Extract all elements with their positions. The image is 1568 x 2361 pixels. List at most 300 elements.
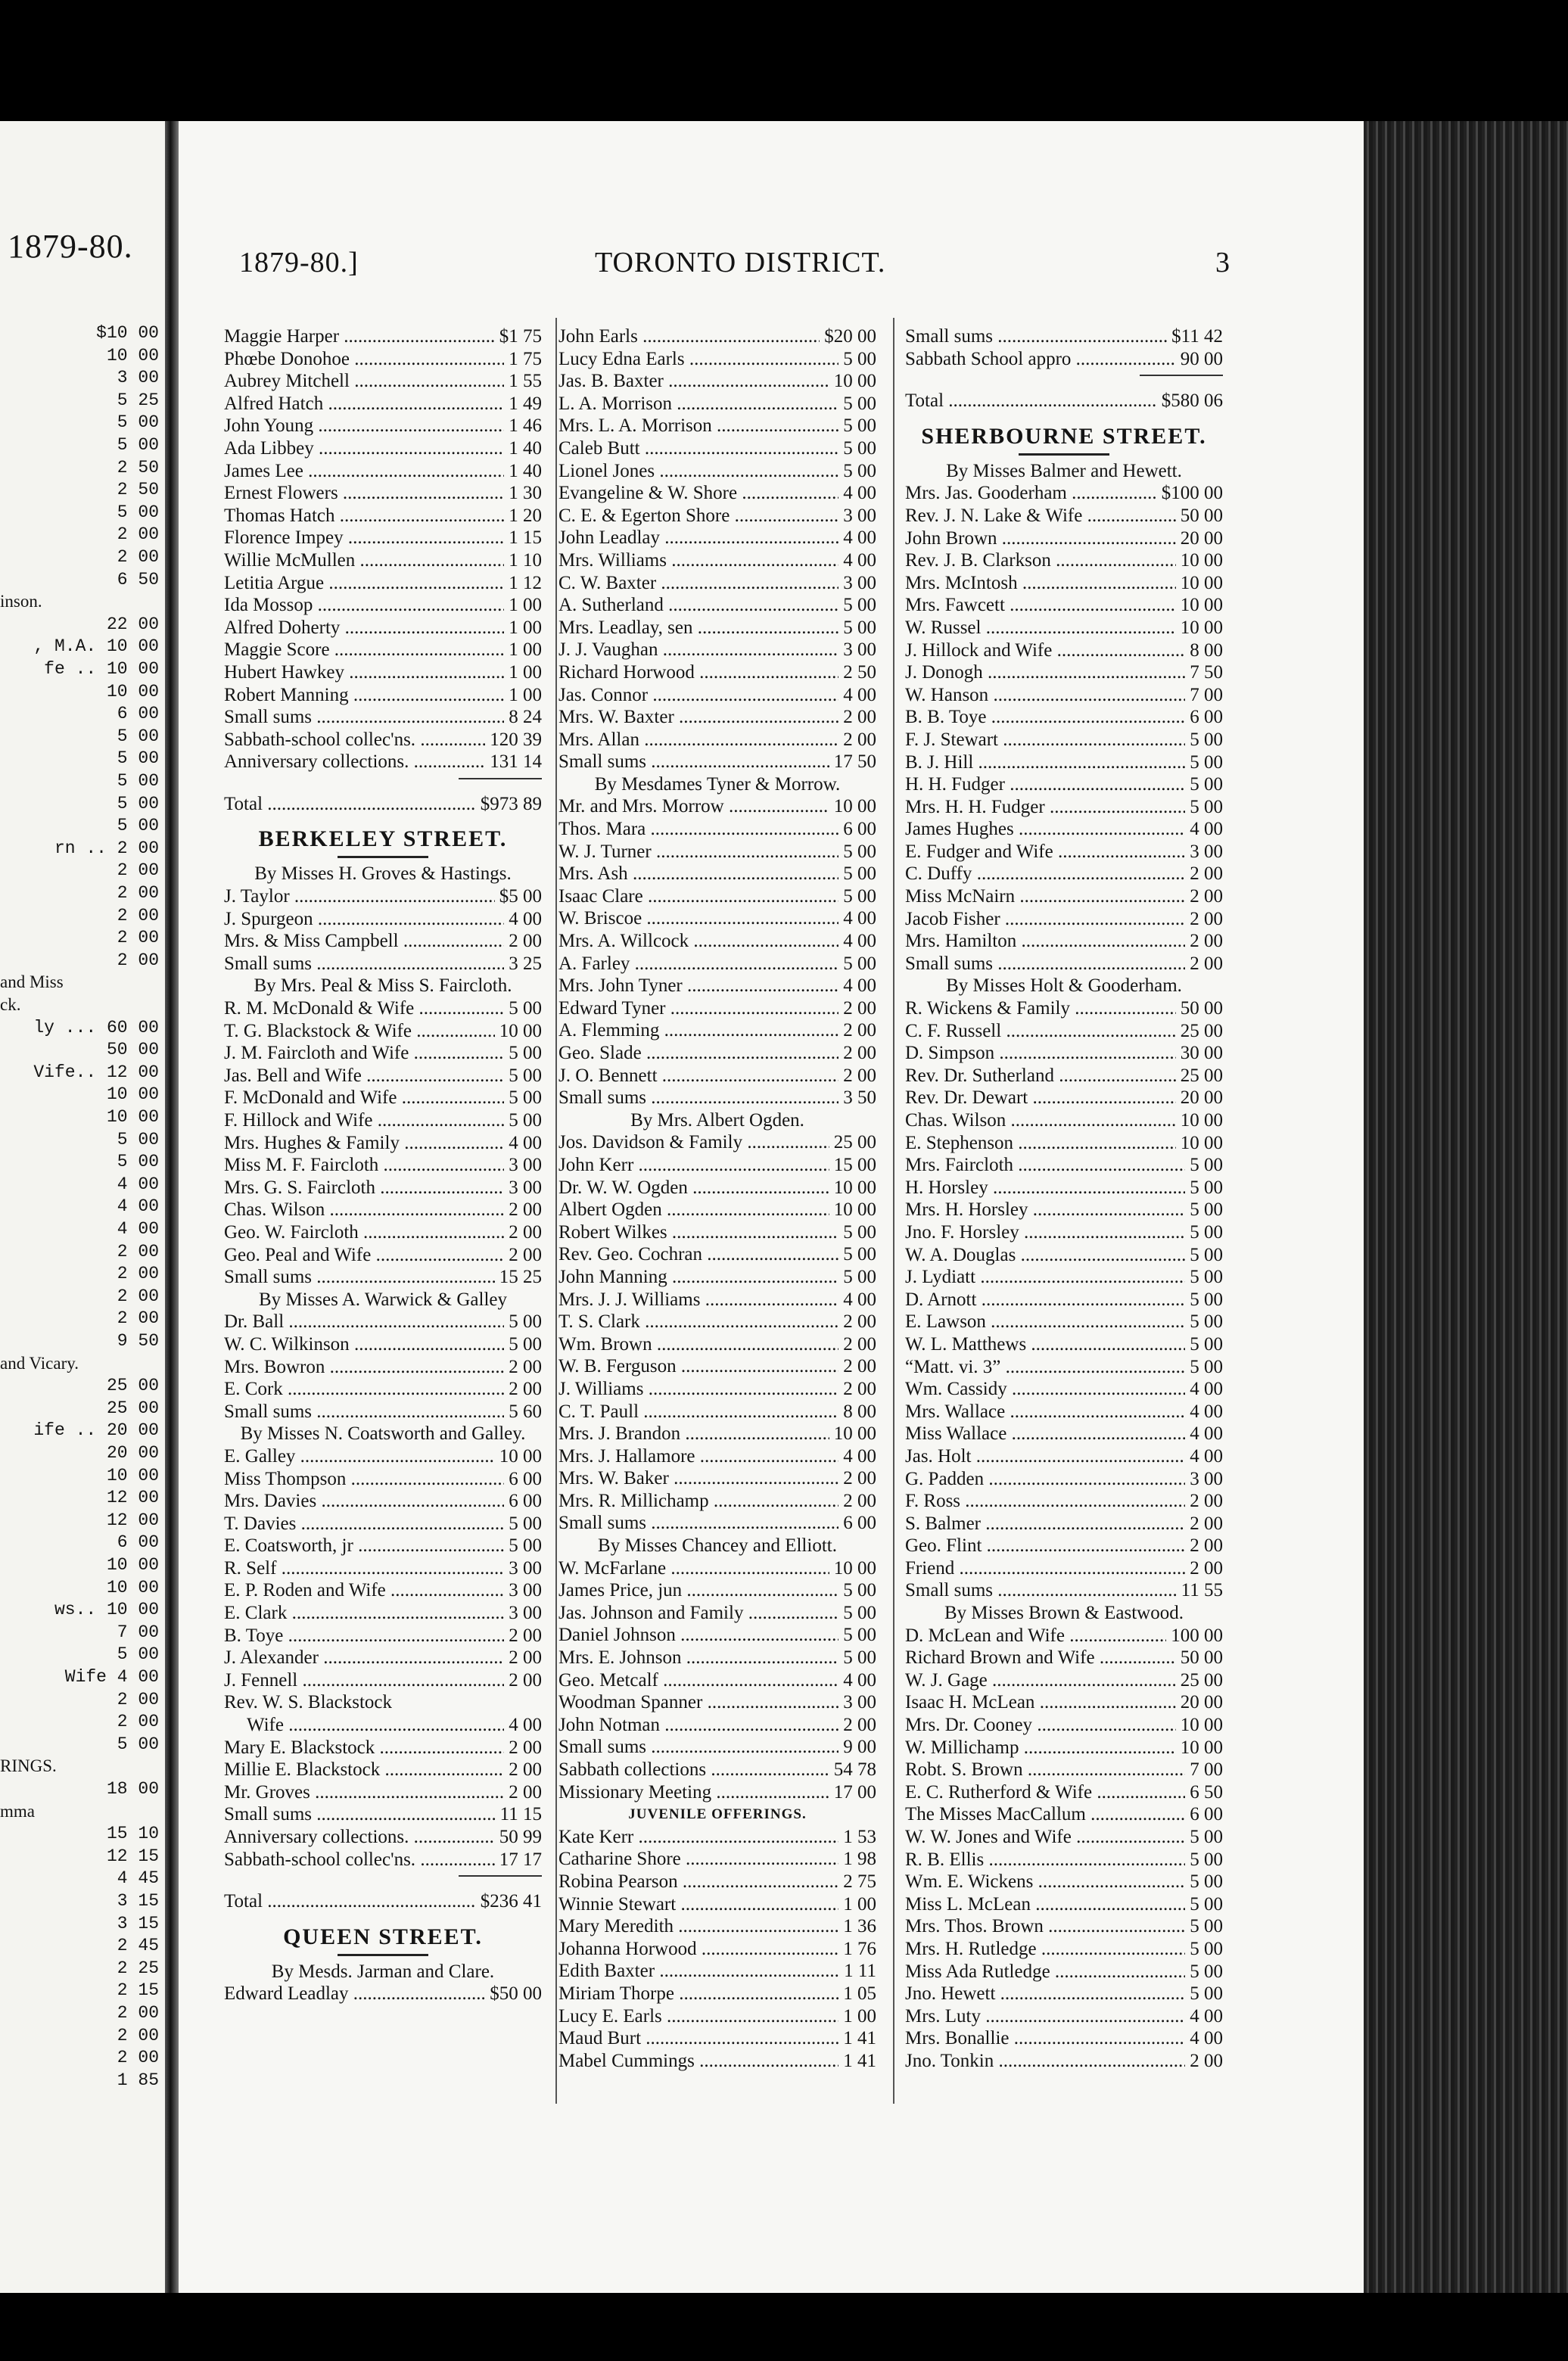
amount: 5 00 xyxy=(843,393,876,414)
left-page-line: 9 50 xyxy=(117,1331,159,1351)
donor-name: Edward Leadlay ..... xyxy=(224,1983,485,2005)
donation-row xyxy=(558,953,876,975)
donor-name: S. Balmer ..... xyxy=(905,1513,1185,1535)
left-page-line: 10 00 xyxy=(106,1577,159,1597)
left-page-line: ife .. 20 00 xyxy=(33,1420,159,1441)
amount: 1 98 xyxy=(843,1849,876,1870)
amount: 4 00 xyxy=(843,483,876,504)
donation-row xyxy=(558,527,876,549)
amount: 4 00 xyxy=(843,549,876,571)
donor-name: B. Toye ..... xyxy=(224,1625,504,1647)
amount: 5 00 xyxy=(509,1333,542,1355)
donor-name: J. Lydiatt ..... xyxy=(905,1266,1185,1289)
amount: 4 00 xyxy=(1190,1423,1223,1445)
left-page-line: 5 00 xyxy=(117,412,159,433)
donation-row xyxy=(905,930,1223,953)
donor-name: Lionel Jones ..... xyxy=(558,460,838,483)
amount: 5 00 xyxy=(843,1266,876,1287)
donation-row xyxy=(905,1423,1223,1445)
donor-name: R. Self ..... xyxy=(224,1557,504,1580)
amount: $973 89 xyxy=(480,793,542,814)
donation-row xyxy=(224,1445,542,1468)
donor-name: Miriam Thorpe ..... xyxy=(558,1983,838,2005)
donation-row xyxy=(905,2050,1223,2073)
donor-name: J. Williams ..... xyxy=(558,1378,838,1401)
donor-name: Jas. Bell and Wife ..... xyxy=(224,1065,504,1087)
donation-row xyxy=(224,1490,542,1513)
left-page-line: inson. xyxy=(0,592,42,611)
donation-row xyxy=(905,885,1223,908)
donation-row xyxy=(224,1849,542,1871)
donor-name: Hubert Hawkey ..... xyxy=(224,661,504,684)
donation-row xyxy=(224,997,542,1020)
donor-name: Miss McNairn ..... xyxy=(905,885,1185,908)
amount: 50 00 xyxy=(1180,505,1223,526)
left-page-line: 20 00 xyxy=(106,1443,159,1463)
amount: 5 00 xyxy=(1190,1177,1223,1198)
donor-name: James Lee ..... xyxy=(224,460,504,483)
left-page-line: 4 45 xyxy=(117,1868,159,1889)
amount: 5 00 xyxy=(1190,774,1223,795)
amount: 5 00 xyxy=(843,1647,876,1669)
amount: 5 00 xyxy=(1190,1827,1223,1847)
donor-name: J. Hillock and Wife ..... xyxy=(905,639,1185,662)
amount: 10 00 xyxy=(1180,1737,1223,1758)
donor-name: Mrs. Bowron ..... xyxy=(224,1356,504,1379)
section-heading: BERKELEY STREET. xyxy=(258,826,508,852)
amount: 2 00 xyxy=(1190,1491,1223,1512)
donor-name: Friend ..... xyxy=(905,1557,1185,1580)
amount: $20 00 xyxy=(824,326,876,347)
donor-name: F. Ross ..... xyxy=(905,1490,1185,1513)
donor-name: Mrs. Luty ..... xyxy=(905,2005,1185,2028)
donation-row xyxy=(224,1065,542,1087)
collector-line: By Mrs. Peal & Miss S. Faircloth. xyxy=(254,975,512,997)
left-page-line: 10 00 xyxy=(106,1084,159,1105)
amount: 10 00 xyxy=(1180,595,1223,616)
collector-line: By Misses Chancey and Elliott. xyxy=(598,1535,837,1557)
amount: 9 00 xyxy=(843,1737,876,1758)
donor-name: Small sums ..... xyxy=(558,751,829,773)
donation-row xyxy=(558,1960,876,1983)
donation-row xyxy=(905,863,1223,885)
donor-name: D. Arnott ..... xyxy=(905,1289,1185,1311)
amount: 1 11 xyxy=(844,1961,876,1982)
amount: 1 76 xyxy=(843,1938,876,1959)
amount: 3 00 xyxy=(843,1692,876,1713)
amount: 2 00 xyxy=(509,1199,542,1221)
donation-row xyxy=(224,1356,542,1379)
donation-row xyxy=(224,684,542,707)
left-page-line: 2 00 xyxy=(117,883,159,903)
donation-row xyxy=(905,1938,1223,1961)
donor-name: L. A. Morrison ..... xyxy=(558,393,838,415)
donation-row xyxy=(905,1065,1223,1087)
donor-name: J. M. Faircloth and Wife ..... xyxy=(224,1042,504,1065)
amount: 4 00 xyxy=(1190,2005,1223,2027)
donation-row xyxy=(558,795,876,818)
donation-row xyxy=(905,1132,1223,1155)
donor-name: F. McDonald and Wife ..... xyxy=(224,1087,504,1109)
left-page-line: 50 00 xyxy=(106,1040,159,1060)
donor-name: Mrs. G. S. Faircloth ..... xyxy=(224,1177,504,1199)
amount: 10 00 xyxy=(833,1557,876,1579)
amount: 3 00 xyxy=(509,1603,542,1624)
donor-name: R. Wickens & Family ..... xyxy=(905,997,1176,1020)
amount: 10 00 xyxy=(1180,1110,1223,1131)
collector-line: Rev. W. S. Blackstock xyxy=(224,1692,392,1713)
amount: 11 15 xyxy=(499,1804,542,1825)
left-page-line: 3 00 xyxy=(117,368,159,388)
donor-name: Mrs. E. Johnson ..... xyxy=(558,1647,838,1669)
donation-row xyxy=(905,2027,1223,2050)
donation-row xyxy=(558,684,876,707)
donor-name: Rev. J. N. Lake & Wife ..... xyxy=(905,505,1176,527)
donor-name: A. Flemming ..... xyxy=(558,1019,838,1042)
amount: 5 00 xyxy=(1190,1849,1223,1870)
amount: 3 00 xyxy=(509,1557,542,1579)
donation-row xyxy=(905,1669,1223,1692)
amount: 50 00 xyxy=(1180,998,1223,1019)
donation-row xyxy=(558,1871,876,1893)
amount: 5 00 xyxy=(509,1110,542,1131)
donation-row xyxy=(558,1848,876,1871)
amount: 1 00 xyxy=(843,1893,876,1915)
donation-row xyxy=(558,1714,876,1737)
donor-name: Winnie Stewart ..... xyxy=(558,1893,838,1916)
donation-row xyxy=(224,751,542,773)
amount: 2 00 xyxy=(509,931,542,952)
left-page-line: 2 00 xyxy=(117,928,159,948)
donor-name: Mrs. Allan ..... xyxy=(558,729,838,751)
donation-row xyxy=(905,1961,1223,1983)
amount: 3 50 xyxy=(843,1087,876,1109)
amount: 5 00 xyxy=(1190,796,1223,817)
donation-row xyxy=(905,482,1223,505)
donation-row xyxy=(224,1826,542,1849)
amount: $1 75 xyxy=(499,326,542,347)
donation-row xyxy=(558,1042,876,1065)
amount: 5 00 xyxy=(843,348,876,369)
amount: 50 00 xyxy=(1180,1647,1223,1669)
donation-row xyxy=(558,1781,876,1804)
donor-name: Edward Tyner ..... xyxy=(558,997,838,1020)
donation-row xyxy=(558,1490,876,1513)
donation-row xyxy=(558,1019,876,1042)
donation-row xyxy=(905,1401,1223,1423)
donation-row xyxy=(224,1401,542,1423)
donation-row xyxy=(905,1311,1223,1333)
document-page xyxy=(179,121,1364,2293)
heading-rule xyxy=(338,856,428,858)
donation-row xyxy=(224,527,542,549)
donation-row xyxy=(224,505,542,527)
amount: 1 00 xyxy=(509,639,542,661)
amount: 7 50 xyxy=(1190,662,1223,683)
amount: 2 00 xyxy=(1190,953,1223,974)
amount: 4 00 xyxy=(843,931,876,952)
collector-line: By Misses N. Coatsworth and Galley. xyxy=(240,1423,526,1445)
amount: 4 00 xyxy=(1190,1445,1223,1467)
left-page-line: 5 25 xyxy=(117,390,159,410)
amount: 6 00 xyxy=(509,1491,542,1512)
amount: 4 00 xyxy=(1190,1401,1223,1422)
amount: 2 00 xyxy=(1190,931,1223,952)
left-page-line: 5 00 xyxy=(117,1152,159,1172)
donor-name: Mrs. John Tyner ..... xyxy=(558,975,838,997)
donor-name: Kate Kerr ..... xyxy=(558,1826,838,1849)
donor-name: Jas. Johnson and Family ..... xyxy=(558,1602,838,1625)
donation-row xyxy=(905,1647,1223,1669)
left-page-line: ws.. 10 00 xyxy=(54,1600,159,1620)
collector-line: By Misses Balmer and Hewett. xyxy=(946,460,1182,481)
amount: 2 00 xyxy=(843,1065,876,1086)
donor-name: Anniversary collections. ..... xyxy=(224,751,485,773)
amount: 1 00 xyxy=(509,617,542,638)
donor-name: Johanna Horwood ..... xyxy=(558,1938,838,1961)
amount: 2 00 xyxy=(509,1669,542,1691)
donation-row xyxy=(224,617,542,639)
donation-row xyxy=(224,1803,542,1826)
left-page-line: 4 00 xyxy=(117,1196,159,1217)
donation-row xyxy=(224,1557,542,1580)
donor-name: John Earls ..... xyxy=(558,325,820,348)
amount: 1 46 xyxy=(509,415,542,437)
donor-name: Caleb Butt ..... xyxy=(558,437,838,460)
left-page-running-head: 1879-80. xyxy=(8,228,133,265)
donation-row xyxy=(905,1826,1223,1849)
donor-name: Dr. W. W. Ogden ..... xyxy=(558,1177,829,1199)
amount: $236 41 xyxy=(480,1891,542,1912)
donor-name: Small sums ..... xyxy=(558,1736,838,1759)
amount: 8 00 xyxy=(1190,639,1223,661)
left-page-line: 2 15 xyxy=(117,1980,159,2001)
amount: 11 55 xyxy=(1181,1580,1223,1601)
donor-name: H. H. Fudger ..... xyxy=(905,773,1185,796)
donor-name: J. J. Vaughan ..... xyxy=(558,639,838,661)
amount: 90 00 xyxy=(1180,348,1223,369)
collector-line: By Mesds. Jarman and Clare. xyxy=(271,1961,495,1982)
left-page-line: 15 10 xyxy=(106,1824,159,1844)
donation-row xyxy=(224,1468,542,1491)
donor-name: Mrs. A. Willcock ..... xyxy=(558,930,838,953)
amount: 17 50 xyxy=(833,751,876,773)
donor-name: Small sums ..... xyxy=(224,1401,504,1423)
amount: 4 00 xyxy=(843,1289,876,1310)
donation-row xyxy=(558,594,876,617)
donor-name: Geo. Slade ..... xyxy=(558,1042,838,1065)
donor-name: E. Cork ..... xyxy=(224,1378,504,1401)
left-page-line: RINGS. xyxy=(0,1756,57,1776)
amount: 5 00 xyxy=(1190,1267,1223,1288)
donor-name: Mrs. McIntosh ..... xyxy=(905,572,1176,595)
donor-name: Mrs. Davies ..... xyxy=(224,1490,504,1513)
donation-row xyxy=(558,1378,876,1401)
left-page-line: and Vicary. xyxy=(0,1353,79,1373)
donation-row xyxy=(905,572,1223,595)
donor-name: John Kerr ..... xyxy=(558,1154,829,1177)
donation-row xyxy=(558,1065,876,1087)
donor-name: J. Spurgeon ..... xyxy=(224,908,504,931)
donor-name: Small sums ..... xyxy=(558,1512,838,1535)
amount: 2 00 xyxy=(843,1043,876,1063)
donor-name: W. A. Douglas ..... xyxy=(905,1244,1185,1267)
donation-row xyxy=(558,1938,876,1961)
amount: 3 00 xyxy=(1190,1468,1223,1489)
donation-row xyxy=(905,1714,1223,1737)
donor-name: Dr. Ball ..... xyxy=(224,1311,504,1333)
left-page-line: 10 00 xyxy=(106,345,159,366)
amount: 5 00 xyxy=(1190,1289,1223,1310)
donor-name: Jas. B. Baxter ..... xyxy=(558,370,829,393)
left-page-line: ck. xyxy=(0,995,21,1014)
donation-row xyxy=(224,415,542,437)
donor-name: Millie E. Blackstock ..... xyxy=(224,1759,504,1781)
amount: 1 12 xyxy=(509,572,542,593)
donation-row xyxy=(905,1759,1223,1781)
donor-name: C. Duffy ..... xyxy=(905,863,1185,885)
donor-name: Miss Ada Rutledge ..... xyxy=(905,1961,1185,1983)
donation-row xyxy=(224,1333,542,1356)
left-page-line: 2 50 xyxy=(117,457,159,477)
donation-row xyxy=(905,1737,1223,1759)
donation-row xyxy=(558,1915,876,1938)
donor-name: Miss Wallace ..... xyxy=(905,1423,1185,1445)
donation-row xyxy=(905,1445,1223,1468)
donation-row xyxy=(905,1849,1223,1871)
amount: 5 00 xyxy=(843,460,876,481)
donor-name: Jno. Hewett ..... xyxy=(905,1983,1185,2005)
donor-name: Mrs. H. H. Fudger ..... xyxy=(905,796,1185,819)
donation-row xyxy=(558,1221,876,1244)
amount: 10 00 xyxy=(499,1020,542,1041)
amount: 3 00 xyxy=(843,639,876,661)
donation-row xyxy=(905,661,1223,684)
donation-row xyxy=(558,1579,876,1602)
donation-row xyxy=(905,1871,1223,1893)
amount: 3 00 xyxy=(509,1155,542,1176)
donation-row xyxy=(558,1266,876,1289)
donor-name: Small sums ..... xyxy=(224,1266,495,1289)
amount: 4 00 xyxy=(843,908,876,929)
left-page-line: 5 00 xyxy=(117,502,159,522)
column-2 xyxy=(558,325,876,2072)
donor-name: Willie McMullen ..... xyxy=(224,549,504,572)
donation-row xyxy=(905,908,1223,931)
amount: 5 00 xyxy=(843,1625,876,1646)
amount: 2 00 xyxy=(1190,1513,1223,1534)
amount: 5 00 xyxy=(1190,1244,1223,1265)
donation-row xyxy=(558,1512,876,1535)
donation-row xyxy=(905,2005,1223,2028)
donation-row xyxy=(905,1266,1223,1289)
amount: 2 00 xyxy=(843,1378,876,1399)
donation-row xyxy=(558,549,876,572)
donation-row xyxy=(905,1177,1223,1199)
donation-row xyxy=(224,1625,542,1647)
amount: 20 00 xyxy=(1180,1087,1223,1109)
amount: 4 00 xyxy=(843,684,876,705)
left-page-line: 2 00 xyxy=(117,2048,159,2068)
amount: 1 00 xyxy=(843,2005,876,2027)
collector-line: By Misses H. Groves & Hastings. xyxy=(254,863,512,885)
donor-name: Anniversary collections. ..... xyxy=(224,1826,495,1849)
donor-name: J. O. Bennett ..... xyxy=(558,1065,838,1087)
donation-row xyxy=(558,751,876,773)
amount: 2 00 xyxy=(843,997,876,1019)
amount: 2 00 xyxy=(509,1221,542,1243)
donor-name: A. Sutherland ..... xyxy=(558,594,838,617)
donor-name: Rev. Dr. Dewart ..... xyxy=(905,1087,1176,1109)
donation-row xyxy=(558,617,876,639)
donation-row xyxy=(905,953,1223,975)
amount: 2 00 xyxy=(843,1020,876,1041)
donor-name: Geo. Flint ..... xyxy=(905,1535,1185,1557)
column-3 xyxy=(905,325,1223,2073)
donor-name: Phœbe Donohoe ..... xyxy=(224,348,504,371)
left-page-line: 1 85 xyxy=(117,2070,159,2090)
amount: 2 00 xyxy=(509,1781,542,1803)
donor-name: Richard Brown and Wife ..... xyxy=(905,1647,1176,1669)
donor-name: J. Donogh ..... xyxy=(905,661,1185,684)
donor-name: Miss Thompson ..... xyxy=(224,1468,504,1491)
amount: 5 00 xyxy=(509,1065,542,1086)
donation-row xyxy=(558,997,876,1020)
donor-name: W. J. Turner ..... xyxy=(558,841,838,863)
donation-row xyxy=(558,729,876,751)
donation-row xyxy=(224,1714,542,1737)
donation-row xyxy=(558,460,876,483)
donation-row xyxy=(558,1759,876,1781)
donor-name: D. McLean and Wife ..... xyxy=(905,1625,1166,1647)
donation-row xyxy=(905,1244,1223,1267)
donation-row xyxy=(558,572,876,595)
donor-name: Jas. Connor ..... xyxy=(558,684,838,707)
donation-row xyxy=(224,706,542,729)
donor-name: Richard Horwood ..... xyxy=(558,661,838,684)
left-page-line: 6 00 xyxy=(117,704,159,724)
left-page-line: fe .. 10 00 xyxy=(44,659,159,679)
donation-row xyxy=(224,370,542,393)
donor-name: W. J. Gage ..... xyxy=(905,1669,1176,1692)
donation-row xyxy=(224,594,542,617)
left-page-line: 10 00 xyxy=(106,1107,159,1127)
donor-name: James Price, jun ..... xyxy=(558,1579,838,1602)
donation-row xyxy=(224,1535,542,1557)
amount: 5 00 xyxy=(843,415,876,437)
donor-name: Small sums ..... xyxy=(224,953,504,975)
amount: $5 00 xyxy=(499,886,542,907)
donor-name: Mr. Groves ..... xyxy=(224,1781,504,1804)
page-header-year: 1879-80.] xyxy=(239,247,359,278)
amount: 5 00 xyxy=(843,1580,876,1601)
left-page-line: 12 00 xyxy=(106,1510,159,1530)
amount: 1 00 xyxy=(509,661,542,683)
amount: 2 00 xyxy=(509,1379,542,1400)
amount: 5 00 xyxy=(1190,1333,1223,1355)
amount: 8 00 xyxy=(843,1401,876,1422)
donor-name: Small sums ..... xyxy=(224,1803,496,1826)
donor-name: The Misses MacCallum ..... xyxy=(905,1803,1185,1826)
donor-name: Robina Pearson ..... xyxy=(558,1871,838,1893)
donation-row xyxy=(558,1423,876,1445)
amount: 3 25 xyxy=(509,953,542,974)
amount: 2 00 xyxy=(1190,886,1223,907)
amount: 5 00 xyxy=(1190,1311,1223,1333)
donation-row xyxy=(558,818,876,841)
donor-name: Mrs. Bonallie ..... xyxy=(905,2027,1185,2050)
column-1 xyxy=(224,325,542,2005)
